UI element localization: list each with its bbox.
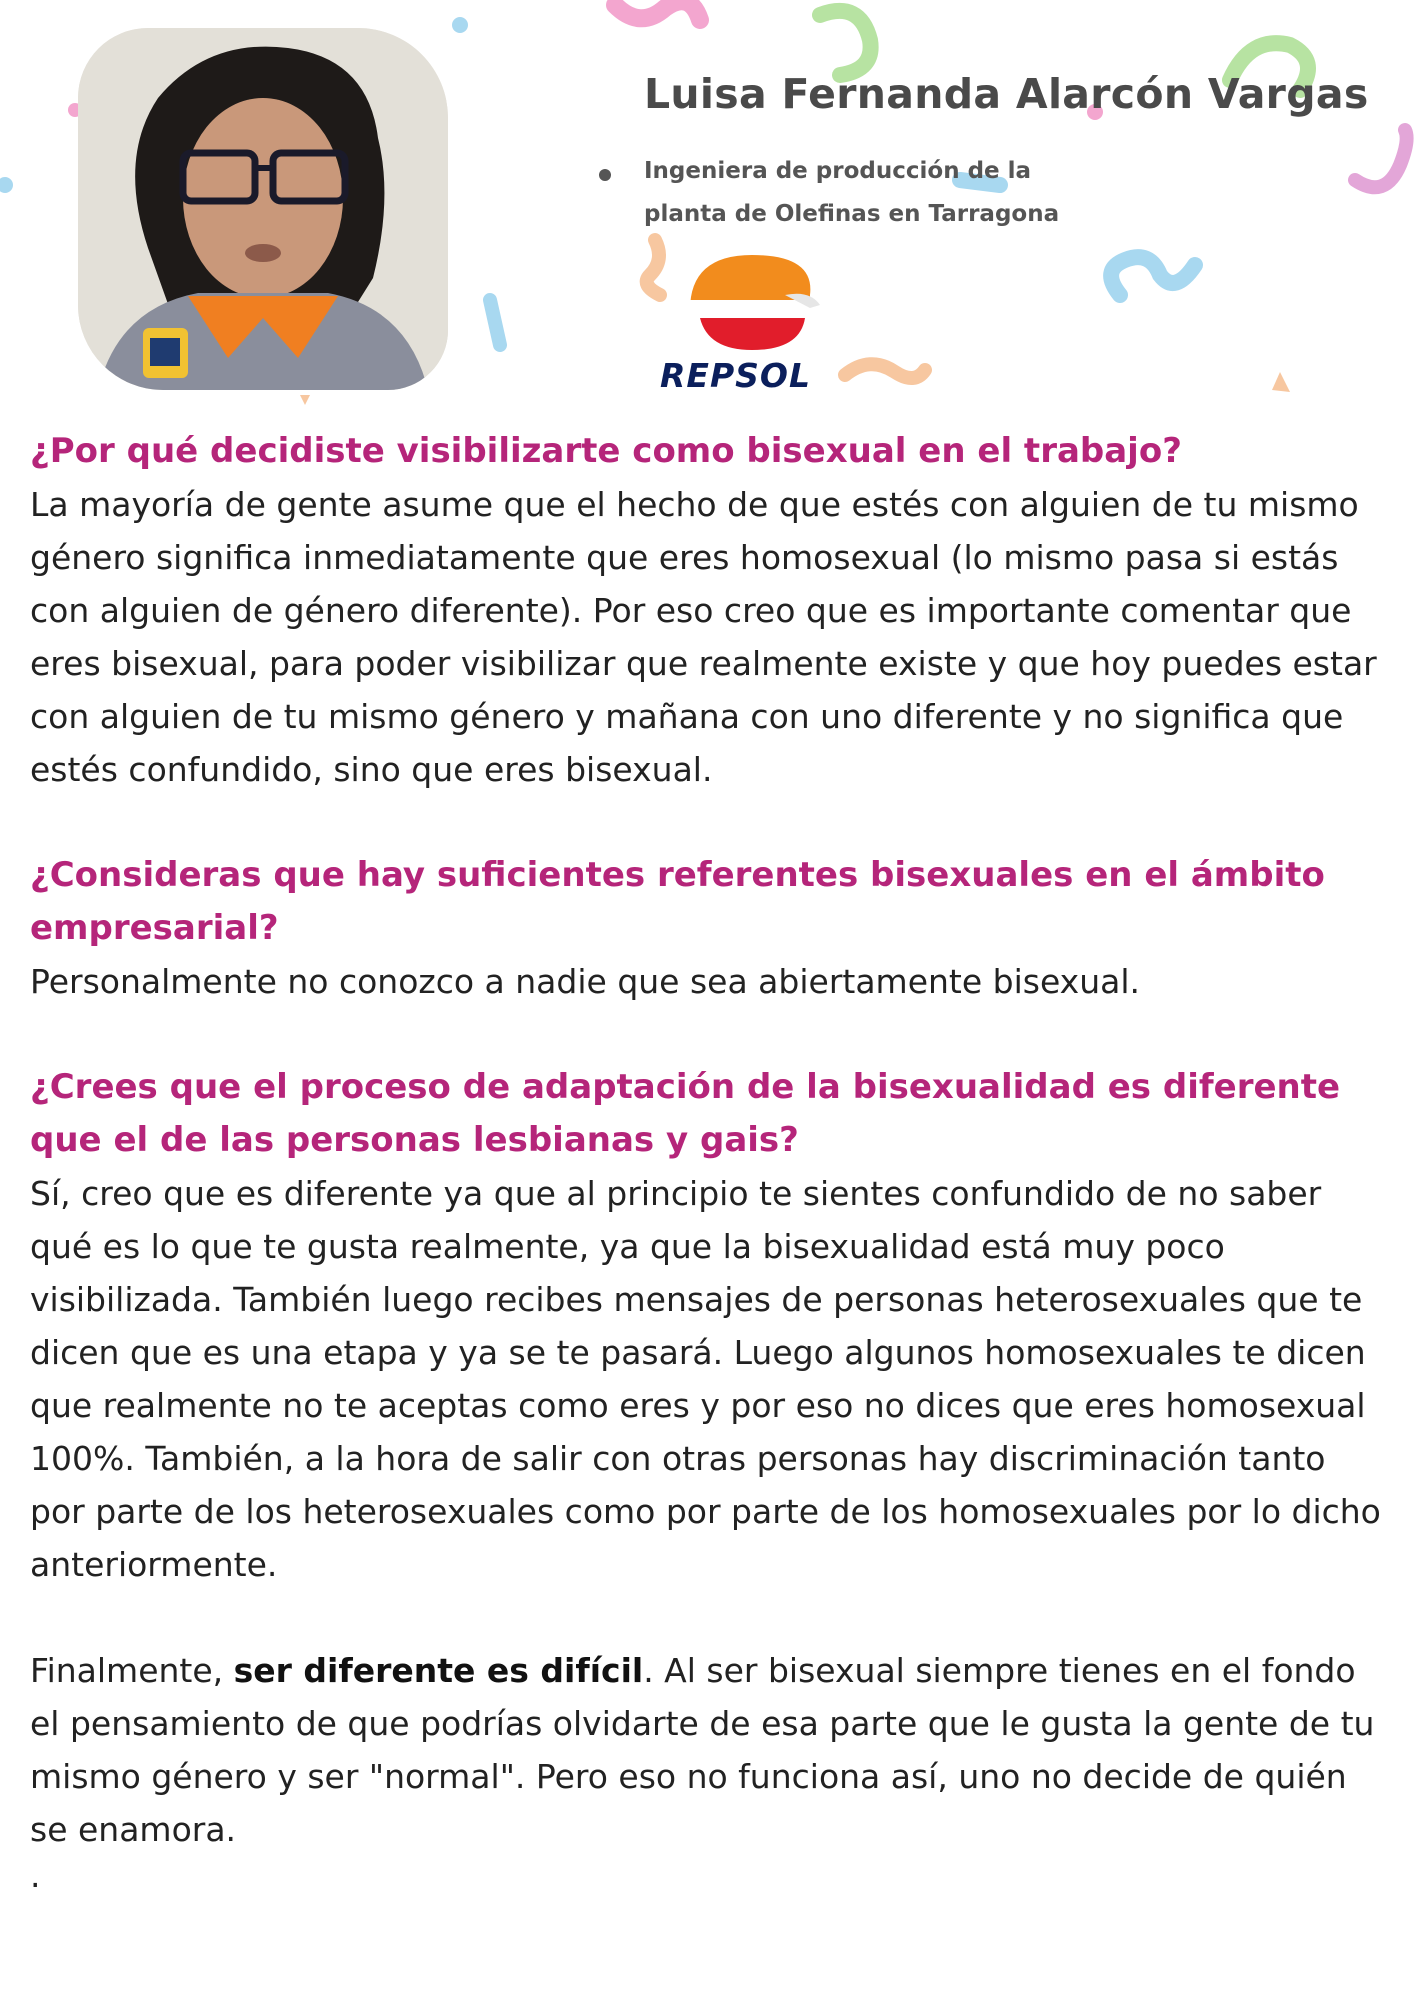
qa-item [30, 425, 1390, 796]
closing-emphasis: ser diferente es difícil [233, 1651, 644, 1690]
answer: Personalmente no conozco a nadie que sea abiertamente bisexual. [30, 962, 1140, 1001]
profile-header [0, 0, 1414, 420]
closing-rest: . Al ser bisexual siempre tienes en el fondo el pensamiento de que podrías olvidarte de esa parte que le gusta la gente de tu mismo género y ser "normal". Pero eso no funciona así, uno no decide de quién se enamora. [30, 1651, 1375, 1849]
profile-role [644, 150, 1104, 236]
profile-name: Luisa Fernanda Alarcón Vargas [644, 70, 1369, 118]
closing-paragraph [30, 1644, 1390, 1856]
profile-role-line: Ingeniera de producción de la [644, 158, 1032, 184]
qa-item [30, 849, 1390, 1008]
profile-role-line: planta de Olefinas en Tarragona [644, 201, 1060, 227]
answer: La mayoría de gente asume que el hecho de que estés con alguien de tu mismo género significa inmediatamente que eres homosexual (lo mismo pasa si estás con alguien de género diferente). Por eso creo que es importante comentar que eres bisexual, para poder visibilizar que realmente existe y que hoy puedes estar con alguien de tu mismo género y mañana con uno diferente y no significa que estés confundido, sino que eres bisexual. [30, 485, 1377, 789]
company-logo-mark [660, 250, 832, 360]
trailing-dot: . [30, 1856, 41, 1895]
profile-photo [78, 28, 448, 390]
question: ¿Crees que el proceso de adaptación de la bisexualidad es diferente que el de las personas lesbianas y gais? [30, 1067, 1341, 1160]
closing-lead: Finalmente, [30, 1651, 234, 1690]
answer: Sí, creo que es diferente ya que al principio te sientes confundido de no saber qué es lo que te gusta realmente, ya que la bisexualidad está muy poco visibilizada. También luego recibes mensajes de personas heterosexuales que te dicen que es una etapa y ya se te pasará. Luego algunos homosexuales te dicen que realmente no te aceptas como eres y por eso no dices que eres homosexual 100%. También, a la hora de salir con otras personas hay discriminación tanto por parte de los heterosexuales como por parte de los homosexuales por lo dicho anteriormente. [30, 1174, 1381, 1584]
company-logo [660, 250, 832, 395]
portrait-illustration [78, 28, 448, 390]
qa-item [30, 1061, 1390, 1591]
interview-content [30, 425, 1390, 1896]
question: ¿Consideras que hay suficientes referentes bisexuales en el ámbito empresarial? [30, 855, 1325, 948]
question: ¿Por qué decidiste visibilizarte como bisexual en el trabajo? [30, 431, 1182, 471]
company-logo-text: REPSOL [660, 356, 811, 395]
